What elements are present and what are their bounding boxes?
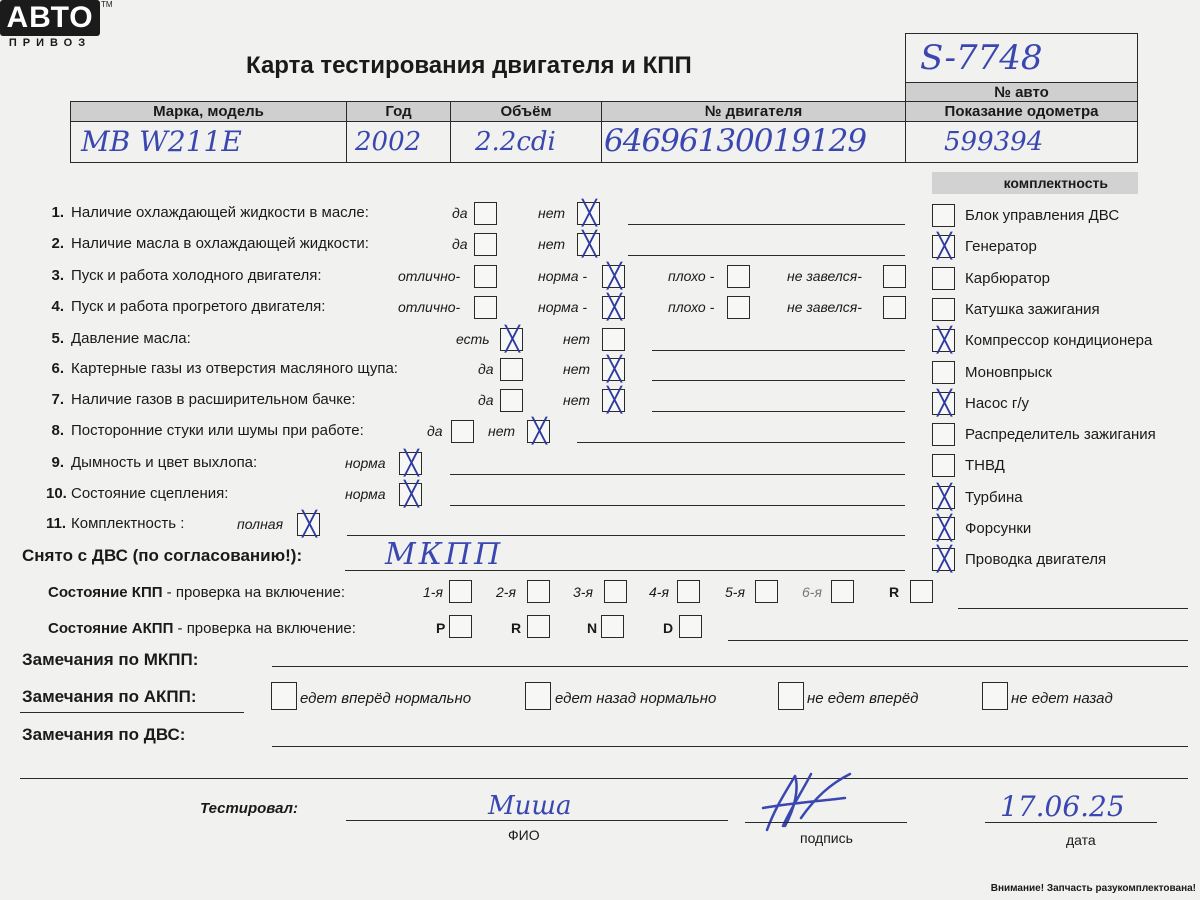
question-number: 3. [51, 267, 64, 284]
kpp-gear-label: 1-я [423, 584, 443, 600]
akpp-remark-label: не едет назад [1011, 690, 1113, 707]
kpp-label: Состояние КПП - проверка на включение: [48, 584, 346, 601]
kit-checkbox[interactable] [932, 326, 955, 355]
question-5 [46, 330, 191, 347]
question-2 [46, 235, 369, 252]
answer-line [628, 255, 905, 256]
check-mark-icon: ╳ [582, 230, 597, 258]
kpp-gear-checkbox[interactable] [527, 580, 550, 603]
auto-number-label: № авто [905, 82, 1138, 103]
removed-value: МКПП [385, 537, 504, 572]
option-checkbox[interactable] [500, 389, 523, 412]
signature-line [745, 822, 907, 823]
kpp-gear-label: R [889, 584, 900, 600]
kpp-gear-label: 2-я [496, 584, 516, 600]
option-label: да [452, 236, 468, 252]
removed-line [345, 570, 905, 571]
option-checkbox[interactable] [500, 358, 523, 381]
option-checkbox[interactable] [577, 199, 600, 227]
option-checkbox[interactable] [727, 296, 750, 319]
kit-checkbox[interactable] [932, 298, 955, 321]
check-mark-icon: ╳ [607, 262, 622, 290]
col-year: Год [346, 101, 451, 122]
check-mark-icon: ╳ [532, 417, 547, 445]
kit-item-label: Карбюратор [965, 269, 1051, 287]
question-1 [46, 204, 369, 221]
kit-item-label: ТНВД [965, 457, 1005, 475]
question-number: 2. [51, 235, 64, 252]
removed-label: Снято с ДВС (по согласованию!): [22, 546, 303, 565]
auto-number-value: S-7748 [920, 38, 1043, 78]
question-number: 9. [51, 454, 64, 471]
remarks-mkpp-line [272, 666, 1188, 667]
option-label: да [478, 392, 494, 408]
logo-subtitle: ПРИВОЗ [8, 37, 92, 49]
answer-line [450, 505, 905, 506]
question-number: 7. [51, 391, 64, 408]
kit-checkbox[interactable] [932, 361, 955, 384]
akpp-gear-label: N [587, 620, 598, 636]
engine-number-cell [601, 121, 906, 163]
question-7 [46, 391, 356, 408]
option-checkbox[interactable] [602, 262, 625, 290]
logo [0, 0, 113, 52]
question-number: 11. [46, 515, 67, 532]
option-label: нет [563, 392, 590, 408]
kit-checkbox[interactable] [932, 514, 955, 542]
option-label: не завелся- [787, 268, 862, 284]
kpp-gear-checkbox[interactable] [910, 580, 933, 603]
kit-checkbox[interactable] [932, 204, 955, 227]
akpp-gear-checkbox[interactable] [527, 615, 550, 638]
check-mark-icon: ╳ [505, 325, 520, 353]
question-label: Давление масла: [71, 330, 191, 347]
question-label: Наличие газов в расширительном бачке: [71, 391, 356, 408]
question-label: Пуск и работа холодного двигателя: [71, 267, 322, 284]
kit-item-label: Распределитель зажигания [965, 426, 1156, 444]
make-model-cell [70, 121, 347, 163]
date-line [985, 822, 1157, 823]
question-label: Состояние сцепления: [71, 485, 229, 502]
option-checkbox[interactable] [474, 265, 497, 288]
check-mark-icon: ╳ [607, 386, 622, 414]
option-checkbox[interactable] [474, 202, 497, 225]
logo-brand: АВТО [0, 0, 100, 36]
option-label: плохо - [668, 268, 715, 284]
page-title: Карта тестирования двигателя и КПП [246, 52, 692, 79]
akpp-remark-checkbox[interactable] [525, 682, 551, 710]
kit-checkbox[interactable] [932, 232, 955, 261]
remarks-extra-line [20, 778, 1188, 779]
kpp-gear-checkbox[interactable] [831, 580, 854, 603]
akpp-remark-checkbox[interactable] [778, 682, 804, 710]
odometer-value: 599394 [944, 127, 1044, 157]
kit-checkbox[interactable] [932, 267, 955, 290]
option-label: норма [345, 486, 386, 502]
question-number: 6. [51, 360, 64, 377]
option-checkbox[interactable] [297, 510, 320, 538]
option-label: не завелся- [787, 299, 862, 315]
fio-label: ФИО [508, 827, 540, 843]
tester-name: Миша [488, 791, 572, 821]
check-mark-icon: ╳ [607, 293, 622, 321]
option-checkbox[interactable] [500, 325, 523, 353]
kit-item-label: Генератор [965, 238, 1037, 256]
option-label: норма - [538, 299, 588, 315]
check-mark-icon: ╳ [937, 326, 952, 355]
option-label: да [427, 423, 443, 439]
check-mark-icon: ╳ [404, 480, 419, 508]
question-label: Пуск и работа прогретого двигателя: [71, 298, 326, 315]
question-10 [46, 485, 228, 502]
remarks-akpp-underline [20, 712, 244, 713]
kpp-gear-label: 4-я [649, 584, 669, 600]
question-label: Комплектность : [71, 515, 185, 532]
akpp-gear-checkbox[interactable] [601, 615, 624, 638]
option-checkbox[interactable] [577, 230, 600, 258]
col-engine-number: № двигателя [601, 101, 906, 122]
auto-number-cell [905, 33, 1138, 83]
engine-number-value: 64696130019129 [604, 123, 867, 159]
answer-line [652, 380, 905, 381]
akpp-gear-label: D [663, 620, 674, 636]
akpp-gear-checkbox[interactable] [679, 615, 702, 638]
question-label: Посторонние стуки или шумы при работе: [71, 422, 364, 439]
akpp-gear-checkbox[interactable] [449, 615, 472, 638]
option-label: да [452, 205, 468, 221]
question-label: Наличие охлаждающей жидкости в масле: [71, 204, 369, 221]
kit-heading: комплектность [932, 172, 1138, 194]
year-value: 2002 [355, 127, 422, 157]
kit-checkbox[interactable] [932, 454, 955, 477]
option-label: отлично- [398, 299, 461, 315]
check-mark-icon: ╳ [937, 232, 952, 261]
remarks-dvs-line [272, 746, 1188, 747]
option-label: нет [488, 423, 515, 439]
kit-item-label: Катушка зажигания [965, 300, 1100, 318]
akpp-remark-label: не едет вперёд [807, 690, 919, 707]
kit-checkbox[interactable] [932, 482, 955, 511]
option-label: нет [563, 331, 590, 347]
option-label: нет [563, 361, 590, 377]
odometer-cell [905, 121, 1138, 163]
answer-line [652, 411, 905, 412]
akpp-label: Состояние АКПП - проверка на включение: [48, 620, 356, 637]
option-checkbox[interactable] [451, 420, 474, 443]
akpp-remark-label: едет назад нормально [555, 690, 717, 707]
kpp-gear-label: 5-я [725, 584, 745, 600]
check-mark-icon: ╳ [582, 199, 597, 227]
option-label: отлично- [398, 268, 461, 284]
option-label: плохо - [668, 299, 715, 315]
remarks-dvs-label: Замечания по ДВС: [22, 725, 186, 744]
akpp-remark-checkbox[interactable] [982, 682, 1008, 710]
question-3 [46, 267, 322, 284]
kpp-gear-checkbox[interactable] [755, 580, 778, 603]
akpp-remark-checkbox[interactable] [271, 682, 297, 710]
option-checkbox[interactable] [602, 328, 625, 351]
question-11 [46, 515, 184, 532]
remarks-akpp-label: Замечания по АКПП: [22, 687, 197, 706]
col-odometer: Показание одометра [905, 101, 1138, 122]
kit-item-label: Форсунки [965, 520, 1032, 537]
kit-checkbox[interactable] [932, 388, 955, 417]
check-mark-icon: ╳ [937, 482, 952, 511]
signature [755, 768, 865, 838]
option-checkbox[interactable] [602, 293, 625, 321]
make-model-value: MB W211E [81, 125, 242, 158]
kit-item-label: Моновпрыск [965, 363, 1052, 381]
kit-checkbox[interactable] [932, 545, 955, 574]
question-label: Наличие масла в охлаждающей жидкости: [71, 235, 369, 252]
answer-line [628, 224, 905, 225]
kpp-gear-checkbox[interactable] [449, 580, 472, 603]
remarks-mkpp-label: Замечания по МКПП: [22, 650, 199, 669]
question-number: 4. [51, 298, 64, 315]
akpp-gear-label: R [511, 620, 522, 636]
question-label: Дымность и цвет выхлопа: [71, 454, 258, 471]
date-label: дата [1066, 832, 1096, 848]
akpp-gear-label: P [436, 620, 446, 636]
kpp-gear-checkbox[interactable] [604, 580, 627, 603]
option-checkbox[interactable] [602, 386, 625, 414]
option-checkbox[interactable] [399, 449, 422, 477]
check-mark-icon: ╳ [404, 449, 419, 477]
question-number: 8. [51, 422, 64, 439]
question-number: 1. [51, 204, 64, 221]
check-mark-icon: ╳ [607, 355, 622, 383]
kit-item-label: Проводка двигателя [965, 551, 1107, 569]
signature-label: подпись [800, 830, 853, 846]
kit-item-label: Турбина [965, 488, 1023, 506]
volume-value: 2.2cdi [475, 127, 556, 157]
option-label: нет [538, 205, 565, 221]
option-checkbox[interactable] [474, 233, 497, 256]
check-mark-icon: ╳ [302, 510, 317, 538]
option-label: есть [456, 331, 490, 347]
question-4 [46, 298, 325, 315]
option-checkbox[interactable] [602, 355, 625, 383]
year-cell [346, 121, 451, 163]
option-checkbox[interactable] [727, 265, 750, 288]
question-label: Картерные газы из отверстия масляного щупа: [71, 360, 398, 377]
option-label: полная [237, 516, 284, 532]
answer-line [450, 474, 905, 475]
col-make-model: Марка, модель [70, 101, 347, 122]
option-checkbox[interactable] [474, 296, 497, 319]
question-8 [46, 422, 364, 439]
tested-label: Тестировал: [200, 800, 298, 817]
kit-item-label: Блок управления ДВС [965, 207, 1120, 224]
question-9 [46, 454, 257, 471]
kpp-line [958, 608, 1188, 609]
akpp-line [728, 640, 1188, 641]
logo-trademark: TM [101, 0, 113, 9]
answer-line [347, 535, 905, 536]
warning-note: Внимание! Запчасть разукомплектована! [990, 883, 1196, 894]
date-value: 17.06.25 [1000, 790, 1125, 823]
kpp-gear-checkbox[interactable] [677, 580, 700, 603]
kpp-gear-label: 3-я [573, 584, 593, 600]
volume-cell [450, 121, 602, 163]
check-mark-icon: ╳ [937, 545, 952, 574]
col-volume: Объём [450, 101, 602, 122]
option-checkbox[interactable] [399, 480, 422, 508]
answer-line [577, 442, 905, 443]
option-label: норма - [538, 268, 588, 284]
option-label: нет [538, 236, 565, 252]
kpp-gear-label: 6-я [802, 584, 822, 600]
answer-line [652, 350, 905, 351]
kit-checkbox[interactable] [932, 423, 955, 446]
option-checkbox[interactable] [883, 296, 906, 319]
option-label: норма [345, 455, 386, 471]
question-6 [46, 360, 398, 377]
check-mark-icon: ╳ [937, 388, 952, 417]
option-label: да [478, 361, 494, 377]
question-number: 5. [51, 330, 64, 347]
question-number: 10. [46, 485, 67, 502]
check-mark-icon: ╳ [937, 514, 952, 542]
akpp-remark-label: едет вперёд нормально [300, 690, 472, 707]
kit-item-label: Насос г/у [965, 394, 1029, 412]
kit-item-label: Компрессор кондиционера [965, 332, 1153, 350]
option-checkbox[interactable] [527, 417, 550, 445]
option-checkbox[interactable] [883, 265, 906, 288]
